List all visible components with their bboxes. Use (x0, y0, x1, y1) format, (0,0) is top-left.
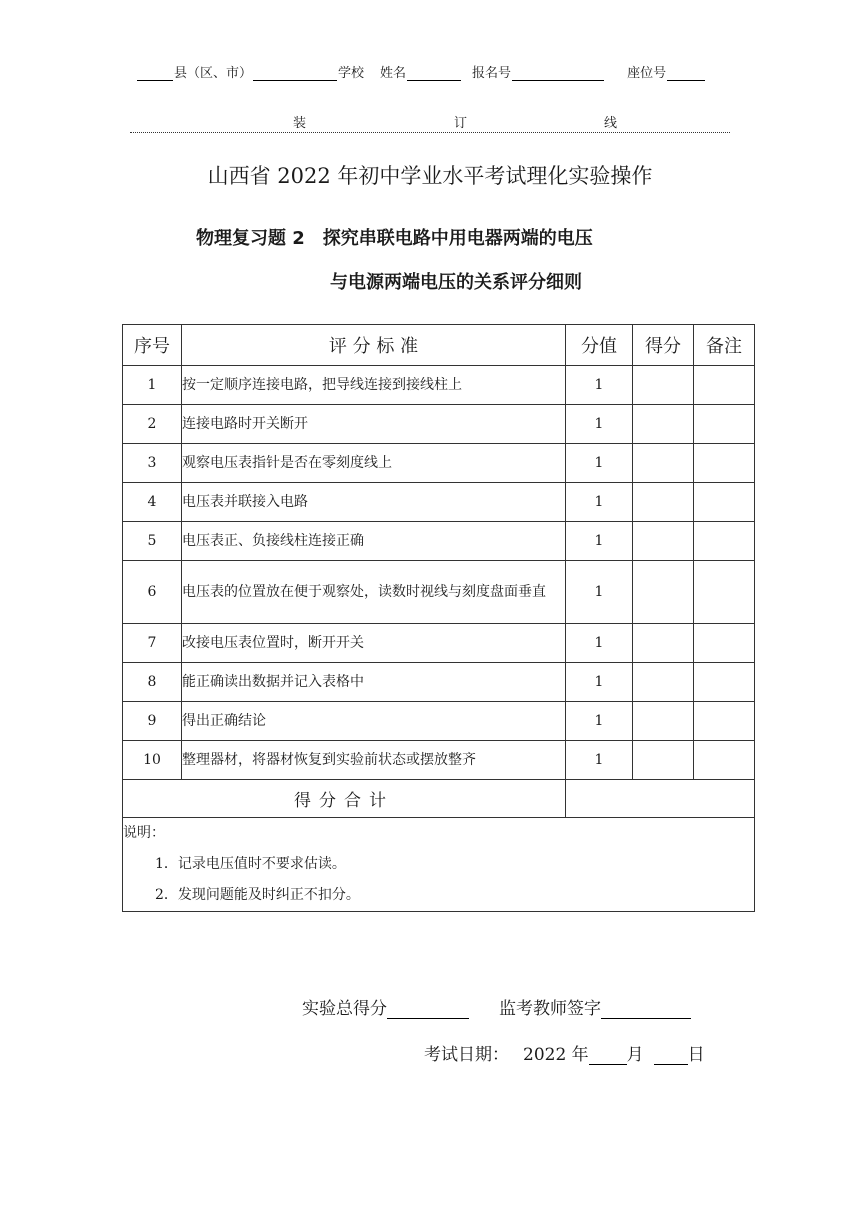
row-score: 1 (566, 741, 633, 780)
row-remarks-cell[interactable] (694, 444, 755, 483)
header-criteria: 评 分 标 准 (182, 325, 566, 366)
header-score-obtained: 得分 (633, 325, 694, 366)
total-score-blank[interactable] (387, 1001, 469, 1019)
row-remarks-cell[interactable] (694, 702, 755, 741)
row-obtained-cell[interactable] (633, 663, 694, 702)
table-row (123, 444, 755, 483)
row-remarks-cell[interactable] (694, 366, 755, 405)
row-obtained-cell[interactable] (633, 522, 694, 561)
total-score-cell[interactable] (566, 780, 755, 818)
row-no: 8 (123, 663, 182, 702)
table-header-row (123, 325, 755, 366)
row-obtained-cell[interactable] (633, 702, 694, 741)
row-obtained-cell[interactable] (633, 561, 694, 624)
row-remarks-cell[interactable] (694, 741, 755, 780)
name-blank[interactable] (407, 66, 461, 81)
row-no: 3 (123, 444, 182, 483)
row-score: 1 (566, 444, 633, 483)
date-label: 考试日期： (424, 1045, 509, 1065)
row-no: 4 (123, 483, 182, 522)
reg-no-blank[interactable] (512, 66, 604, 81)
candidate-info-line (137, 62, 705, 81)
row-no: 9 (123, 702, 182, 741)
table-row (123, 366, 755, 405)
row-score: 1 (566, 522, 633, 561)
signature-line (302, 994, 691, 1019)
total-row (123, 780, 755, 818)
county-label: 县（区、市） (174, 66, 253, 81)
header-no: 序号 (123, 325, 182, 366)
row-no: 1 (123, 366, 182, 405)
row-criterion: 能正确读出数据并记入表格中 (182, 663, 566, 702)
county-blank[interactable] (137, 66, 173, 81)
row-remarks-cell[interactable] (694, 483, 755, 522)
row-no: 2 (123, 405, 182, 444)
row-criterion: 电压表并联接入电路 (182, 483, 566, 522)
row-score: 1 (566, 483, 633, 522)
seat-no-blank[interactable] (667, 66, 705, 81)
header-remarks: 备注 (694, 325, 755, 366)
notes-row (123, 818, 755, 912)
page-title: 山西省 2022 年初中学业水平考试理化实验操作 (207, 164, 653, 188)
row-obtained-cell[interactable] (633, 405, 694, 444)
row-score: 1 (566, 405, 633, 444)
notes-title: 说明： (123, 825, 165, 841)
total-score-label: 实验总得分 (302, 999, 387, 1019)
table-row (123, 702, 755, 741)
row-score: 1 (566, 663, 633, 702)
day-blank[interactable] (654, 1047, 688, 1065)
row-criterion: 连接电路时开关断开 (182, 405, 566, 444)
note-item: 1．记录电压值时不要求估读。 (155, 856, 346, 872)
day-label: 日 (687, 1045, 705, 1065)
binding-char-3: 线 (604, 116, 618, 131)
row-criterion: 整理器材，将器材恢复到实验前状态或摆放整齐 (182, 741, 566, 780)
row-criterion: 电压表正、负接线柱连接正确 (182, 522, 566, 561)
teacher-sign-blank[interactable] (601, 1001, 691, 1019)
table-row (123, 522, 755, 561)
reg-no-label: 报名号 (472, 66, 512, 81)
row-criterion: 改接电压表位置时，断开开关 (182, 624, 566, 663)
row-obtained-cell[interactable] (633, 741, 694, 780)
row-criterion: 观察电压表指针是否在零刻度线上 (182, 444, 566, 483)
table-row (123, 405, 755, 444)
school-label: 学校 (338, 66, 365, 81)
row-remarks-cell[interactable] (694, 561, 755, 624)
year-label: 2022 年 (523, 1045, 589, 1065)
subtitle-line-2: 与电源两端电压的关系评分细则 (330, 272, 582, 293)
row-obtained-cell[interactable] (633, 366, 694, 405)
row-score: 1 (566, 561, 633, 624)
table-row (123, 624, 755, 663)
row-remarks-cell[interactable] (694, 624, 755, 663)
note-item: 2．发现问题能及时纠正不扣分。 (155, 887, 360, 903)
row-obtained-cell[interactable] (633, 483, 694, 522)
exam-date-line (424, 1040, 705, 1065)
row-score: 1 (566, 624, 633, 663)
row-score: 1 (566, 702, 633, 741)
binding-char-2: 订 (454, 116, 468, 131)
row-criterion: 得出正确结论 (182, 702, 566, 741)
seat-no-label: 座位号 (627, 66, 667, 81)
row-remarks-cell[interactable] (694, 663, 755, 702)
row-obtained-cell[interactable] (633, 624, 694, 663)
teacher-sign-label: 监考教师签字 (499, 999, 601, 1019)
row-score: 1 (566, 366, 633, 405)
county-name-blank[interactable] (253, 66, 337, 81)
table-row (123, 561, 755, 624)
month-blank[interactable] (589, 1047, 627, 1065)
row-no: 10 (123, 741, 182, 780)
row-remarks-cell[interactable] (694, 405, 755, 444)
row-criterion: 电压表的位置放在便于观察处，读数时视线与刻度盘面垂直 (182, 561, 566, 624)
binding-char-1: 装 (293, 116, 307, 131)
table-row (123, 483, 755, 522)
scoring-table (122, 324, 755, 912)
subtitle-line-1: 物理复习题 2 探究串联电路中用电器两端的电压 (196, 228, 593, 249)
row-criterion: 按一定顺序连接电路，把导线连接到接线柱上 (182, 366, 566, 405)
notes-cell (123, 818, 755, 912)
header-score-value: 分值 (566, 325, 633, 366)
name-label: 姓名 (380, 66, 407, 81)
month-label: 月 (626, 1045, 644, 1065)
row-no: 6 (123, 561, 182, 624)
row-no: 7 (123, 624, 182, 663)
row-no: 5 (123, 522, 182, 561)
table-row (123, 741, 755, 780)
row-remarks-cell[interactable] (694, 522, 755, 561)
binding-line (130, 112, 730, 133)
row-obtained-cell[interactable] (633, 444, 694, 483)
table-row (123, 663, 755, 702)
total-label: 得分合计 (123, 780, 566, 818)
